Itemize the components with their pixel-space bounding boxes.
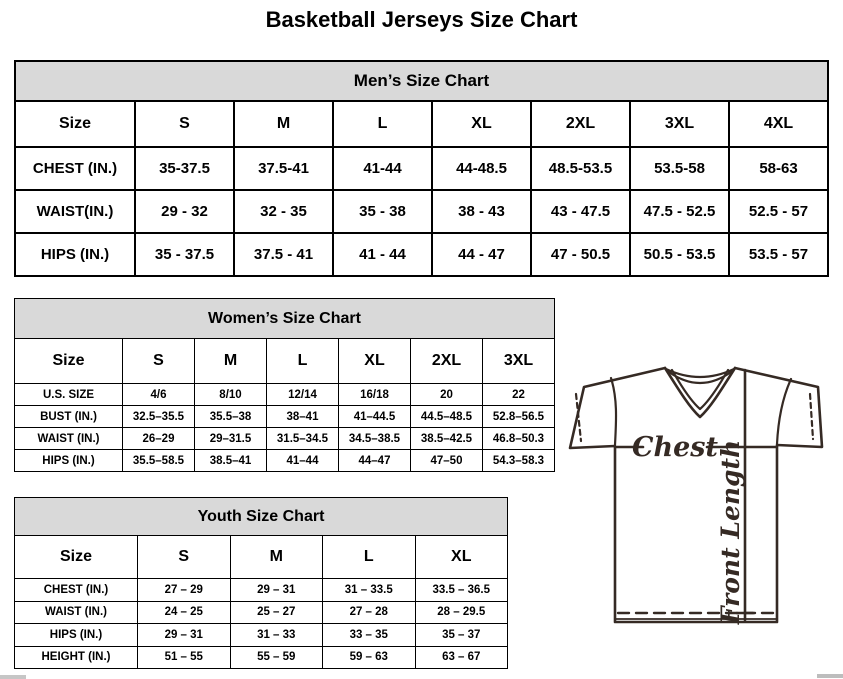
size-cell: 44–47 [339,450,411,472]
column-header: 2XL [531,101,630,147]
size-cell: 35-37.5 [135,147,234,190]
scrollbar-right-piece[interactable] [817,674,843,678]
column-header: S [123,339,195,384]
column-header: M [234,101,333,147]
table-row [15,624,508,647]
column-header: 2XL [411,339,483,384]
table-row [15,579,508,602]
size-cell: 4/6 [123,384,195,406]
size-cell: 35.5–38 [195,406,267,428]
size-cell: 33.5 – 36.5 [415,579,508,602]
jersey-measurement-diagram [550,352,843,662]
size-cell: 37.5-41 [234,147,333,190]
column-header: L [267,339,339,384]
row-label: BUST (IN.) [15,406,123,428]
size-cell: 53.5 - 57 [729,233,828,276]
left-armhole-seam [611,378,616,445]
size-cell: 35 - 37.5 [135,233,234,276]
column-header: M [230,536,323,579]
youth-size-chart-table [14,497,508,669]
size-cell: 44.5–48.5 [411,406,483,428]
row-label: HEIGHT (IN.) [15,646,138,669]
size-cell: 41–44.5 [339,406,411,428]
size-cell: 50.5 - 53.5 [630,233,729,276]
size-cell: 48.5-53.5 [531,147,630,190]
scrollbar-left-piece[interactable] [0,675,26,679]
table-banner-title: Youth Size Chart [15,498,508,536]
size-cell: 38–41 [267,406,339,428]
column-header: Size [15,536,138,579]
size-cell: 28 – 29.5 [415,601,508,624]
row-label: CHEST (IN.) [15,147,135,190]
size-cell: 38 - 43 [432,190,531,233]
size-cell: 12/14 [267,384,339,406]
table-banner-title: Men’s Size Chart [15,61,828,101]
column-header: Size [15,101,135,147]
size-cell: 55 – 59 [230,646,323,669]
size-cell: 31.5–34.5 [267,428,339,450]
womens-size-chart-table [14,298,555,472]
row-label: WAIST(IN.) [15,190,135,233]
column-header: L [333,101,432,147]
size-cell: 44 - 47 [432,233,531,276]
size-cell: 22 [483,384,555,406]
column-header: XL [415,536,508,579]
size-cell: 37.5 - 41 [234,233,333,276]
column-header: 3XL [630,101,729,147]
size-cell: 29 – 31 [230,579,323,602]
table-row [15,406,555,428]
size-cell: 43 - 47.5 [531,190,630,233]
table-row [15,601,508,624]
size-cell: 41-44 [333,147,432,190]
table-row [15,384,555,406]
page-title: Basketball Jerseys Size Chart [265,7,578,32]
size-cell: 52.8–56.5 [483,406,555,428]
size-cell: 31 – 33 [230,624,323,647]
v-neck-inner [672,370,728,409]
column-header: S [138,536,231,579]
table-row [15,233,828,276]
size-cell: 32 - 35 [234,190,333,233]
column-header: XL [339,339,411,384]
size-cell: 29–31.5 [195,428,267,450]
row-label: HIPS (IN.) [15,233,135,276]
size-cell: 35 - 38 [333,190,432,233]
size-cell: 35 – 37 [415,624,508,647]
table-row [15,450,555,472]
size-cell: 54.3–58.3 [483,450,555,472]
front-length-label: Front Length [716,439,745,625]
mens-size-chart-table [14,60,829,277]
size-cell: 29 - 32 [135,190,234,233]
row-label: U.S. SIZE [15,384,123,406]
size-cell: 38.5–42.5 [411,428,483,450]
size-cell: 63 – 67 [415,646,508,669]
size-cell: 26–29 [123,428,195,450]
row-label: WAIST (IN.) [15,601,138,624]
size-cell: 52.5 - 57 [729,190,828,233]
size-cell: 20 [411,384,483,406]
table-banner-title: Women’s Size Chart [15,299,555,339]
column-header: 3XL [483,339,555,384]
size-cell: 58-63 [729,147,828,190]
table-row [15,190,828,233]
size-cell: 8/10 [195,384,267,406]
table-row [15,646,508,669]
size-cell: 38.5–41 [195,450,267,472]
row-label: WAIST (IN.) [15,428,123,450]
size-cell: 25 – 27 [230,601,323,624]
right-armhole-seam [777,379,791,444]
size-cell: 31 – 33.5 [323,579,416,602]
size-cell: 24 – 25 [138,601,231,624]
column-header: M [195,339,267,384]
size-cell: 47.5 - 52.5 [630,190,729,233]
column-header: L [323,536,416,579]
size-cell: 41 - 44 [333,233,432,276]
right-cuff-dashed-line [810,394,813,439]
size-cell: 27 – 28 [323,601,416,624]
row-label: HIPS (IN.) [15,624,138,647]
size-cell: 16/18 [339,384,411,406]
column-header: S [135,101,234,147]
size-cell: 27 – 29 [138,579,231,602]
table-row [15,147,828,190]
size-cell: 59 – 63 [323,646,416,669]
size-cell: 32.5–35.5 [123,406,195,428]
chest-label: Chest [632,432,718,463]
size-cell: 46.8–50.3 [483,428,555,450]
column-header: Size [15,339,123,384]
size-cell: 29 – 31 [138,624,231,647]
column-header: XL [432,101,531,147]
table-row [15,428,555,450]
size-cell: 51 – 55 [138,646,231,669]
column-header: 4XL [729,101,828,147]
row-label: HIPS (IN.) [15,450,123,472]
size-cell: 41–44 [267,450,339,472]
size-cell: 33 – 35 [323,624,416,647]
size-cell: 47 - 50.5 [531,233,630,276]
row-label: CHEST (IN.) [15,579,138,602]
size-cell: 47–50 [411,450,483,472]
size-cell: 53.5-58 [630,147,729,190]
size-cell: 34.5–38.5 [339,428,411,450]
size-cell: 44-48.5 [432,147,531,190]
size-cell: 35.5–58.5 [123,450,195,472]
